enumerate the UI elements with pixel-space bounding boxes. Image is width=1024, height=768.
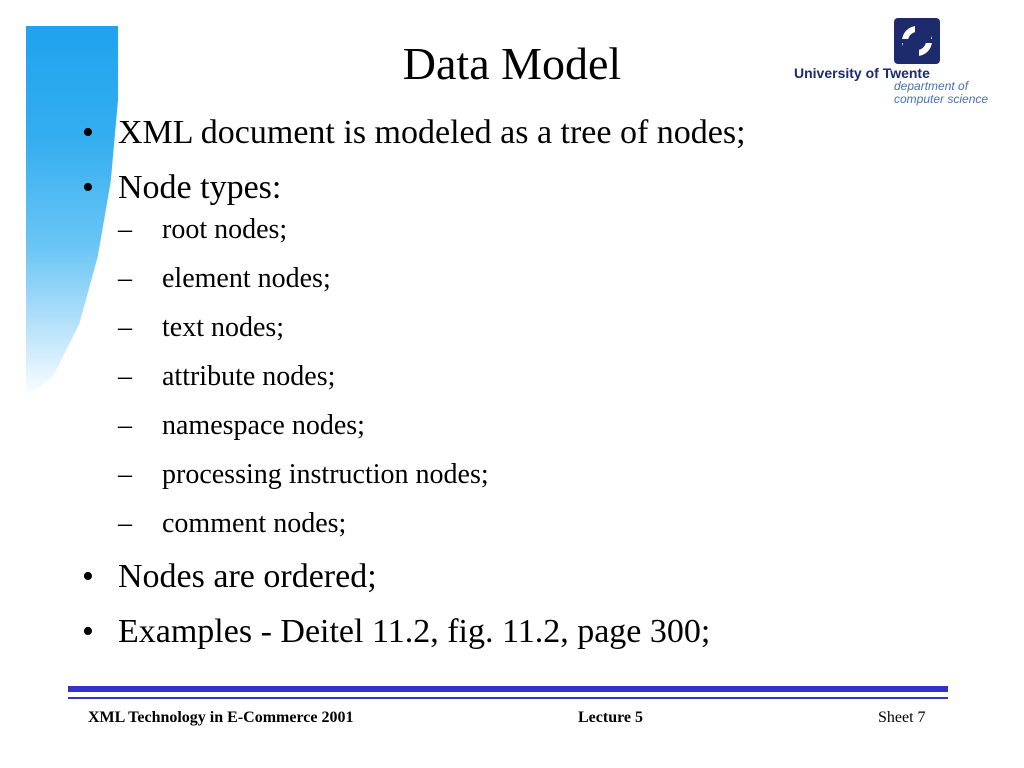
footer-divider — [68, 686, 948, 692]
sub-bullet-item — [118, 409, 972, 443]
footer-course: XML Technology in E-Commerce 2001 — [88, 709, 354, 726]
sub-bullet-marker: – — [118, 508, 132, 539]
sub-bullet-marker: – — [118, 214, 132, 245]
bullet-text: Nodes are ordered; — [118, 558, 377, 595]
sub-bullet-marker: – — [118, 459, 132, 490]
logo-department-line1: department of — [894, 79, 969, 93]
sub-bullet-text: text nodes; — [162, 312, 285, 343]
bullet-text: Examples - Deitel 11.2, fig. 11.2, page 300; — [118, 613, 711, 650]
footer-divider-thin — [68, 697, 948, 699]
sub-bullet-item — [118, 507, 972, 541]
slide-title: Data Model — [402, 38, 622, 89]
sub-bullet-marker: – — [118, 410, 132, 441]
university-logo — [794, 18, 1014, 110]
bullet-marker: • — [82, 114, 94, 151]
bullet-marker: • — [82, 558, 94, 595]
bullet-list — [72, 112, 972, 653]
logo-university-name: University of Twente — [794, 65, 930, 81]
sub-bullet-item — [118, 458, 972, 492]
sub-bullet-text: processing instruction nodes; — [162, 459, 489, 490]
sub-bullet-marker: – — [118, 361, 132, 392]
sub-bullet-marker: – — [118, 263, 132, 294]
sub-bullet-item — [118, 311, 972, 345]
sub-bullet-text: attribute nodes; — [162, 361, 336, 392]
slide-content — [72, 112, 972, 666]
logo-department-line2: computer science — [894, 92, 989, 106]
bullet-item — [72, 112, 972, 154]
bullet-item — [72, 167, 972, 541]
footer-sheet: Sheet 7 — [878, 709, 926, 726]
sub-bullet-text: element nodes; — [162, 263, 331, 294]
sub-bullet-text: root nodes; — [162, 214, 288, 245]
logo-department — [894, 80, 1014, 106]
sub-bullet-item — [118, 360, 972, 394]
bullet-text: XML document is modeled as a tree of nodes; — [118, 114, 746, 151]
bullet-item — [72, 556, 972, 598]
bullet-marker: • — [82, 169, 94, 206]
bullet-item — [72, 611, 972, 653]
bullet-marker: • — [82, 613, 94, 650]
sub-bullet-text: comment nodes; — [162, 508, 347, 539]
sub-bullet-item — [118, 262, 972, 296]
sub-bullet-marker: – — [118, 312, 132, 343]
bullet-text: Node types: — [118, 169, 282, 206]
sub-bullet-text: namespace nodes; — [162, 410, 365, 441]
sub-bullet-list — [118, 213, 972, 541]
university-logo-icon — [894, 18, 940, 64]
sub-bullet-item — [118, 213, 972, 247]
footer-lecture: Lecture 5 — [578, 709, 644, 726]
